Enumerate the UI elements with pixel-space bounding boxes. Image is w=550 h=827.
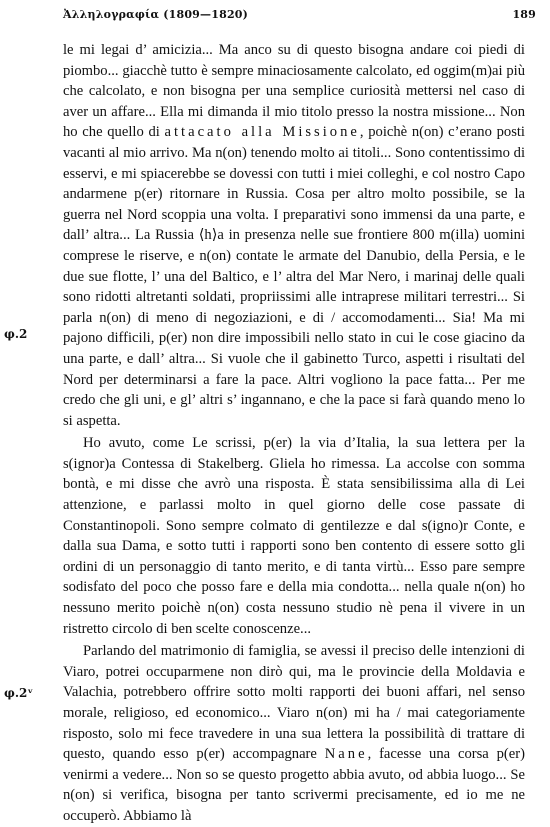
paragraph-1-part-1: le mi legai d’ amicizia... Ma anco su di questo bisogna andare coi piedi di piombo... giacchè tutto è sempre minaciosamente calcolato, ed oggim(m)ai più che calcolato, e non bisogna per una semplice curiosità mettersi nel caso di aver un affare... Ella mi dimanda il mio titolo presso la nostra missione... Non ho che quello di (63, 42, 525, 141)
margin-note-folio-2: φ.2 (4, 327, 28, 341)
paragraph-3 (63, 641, 525, 826)
body-text (63, 40, 525, 827)
page-number: 189 (512, 8, 536, 21)
paragraph-1-part-3: , poichè n(on) c’erano posti vacanti al mio arrivo. Ma n(on) tenendo molto ai titoli... Sono contentissimo di esservi, e mi spiacerebbe se dovessi con tutti i miei colleghi, e col nostro Capo andarmene p(er) ritornare in Russia. Cosa per altro molto possibile, se la guerra nel Nord scoppia una volta. I preparativi sono immensi da una parte, e dall’ altra... La Russia ⟨h⟩a in presenza nelle sue frontiere 800 m(illa) uomini comprese le riserve, e n(on) contate le armate del Danubio, della Persia, e le due sue flotte, l’ una del Baltico, e l’ altra del Mar Nero, i marinaj delle quali sono ridotti altretanti soldati, propriissimi alle intraprese militari terrestri... Si parla n(on) di meno di negoziazioni, e di / accomodamenti... Sia! Ma mi pajono difficili, p(er) non dire impossibili nello stato in cui le cose giacino da una parte, e dall’ altra... Si vuole che il gabinetto Turco, aspetti i risultati del Nord per determinarsi a fare la pace. Altri vogliono la pace fatta... Per me credo che gli uni, e gl’ altri s’ ingannano, e che la pace si farà quando meno lo si aspetta. (63, 124, 525, 429)
margin-note-folio-2-verso: φ.2ᵛ (4, 686, 34, 700)
spaced-emphasis-missione: attacato alla Missione (164, 124, 360, 141)
paragraph-3-part-3: , facesse una corsa p(er) venirmi a vedere... Non so se questo progetto abbia avuto, od abbia luogo... Se n(on) si verifica, bisogna per tanto scrivermi precisamente, ed io me ne occuperò. Abbiamo là (63, 746, 525, 824)
paragraph-1 (63, 40, 525, 431)
running-head: Ἀλληλογραφία (1809—1820) (63, 8, 249, 21)
spaced-emphasis-nane: Nane (324, 746, 368, 763)
paragraph-2: Ho avuto, come Le scrissi, p(er) la via d’Italia, la sua lettera per la s(ignor)a Contessa di Stakelberg. Gliela ho rimessa. La accolse con somma bontà, e mi disse che avrò una risposta. È stata sensibilissima alla di Lei attenzione, e parlassi molto in quel giorno delle cose passate di Constantinopoli. Sono sempre colmato di gentilezze e dal s(igno)r Conte, e dalla sua Dama, e sotto tutti i rapporti sono ben contento di essere sotto gli ordini di un personaggio di tanto merito, e di tanta virtù... Esso pare sempre sodisfato del poco che posso fare e della mia condotta... nella quale n(on) ho nessuno merito poichè n(on) costa nessuno studio nè pena il vivere in un ristretto circolo di ben scelte conoscenze... (63, 435, 525, 637)
paragraph-3-part-1: Parlando del matrimonio di famiglia, se avessi il preciso delle intenzioni di Viaro, potrei occuparmene non dirò qui, ma le provincie della Moldavia e Valachia, potrebbero offrire sotto molti rapporti dei buoni affari, nel senso morale, religioso, ed economico... Viaro n(on) mi ha / mai categoriamente risposto, solo mi fece travedere in una sua lettera la possibilità di trattare di questo, quando esso p(er) accompagnare (63, 643, 525, 763)
page-header (63, 8, 536, 26)
